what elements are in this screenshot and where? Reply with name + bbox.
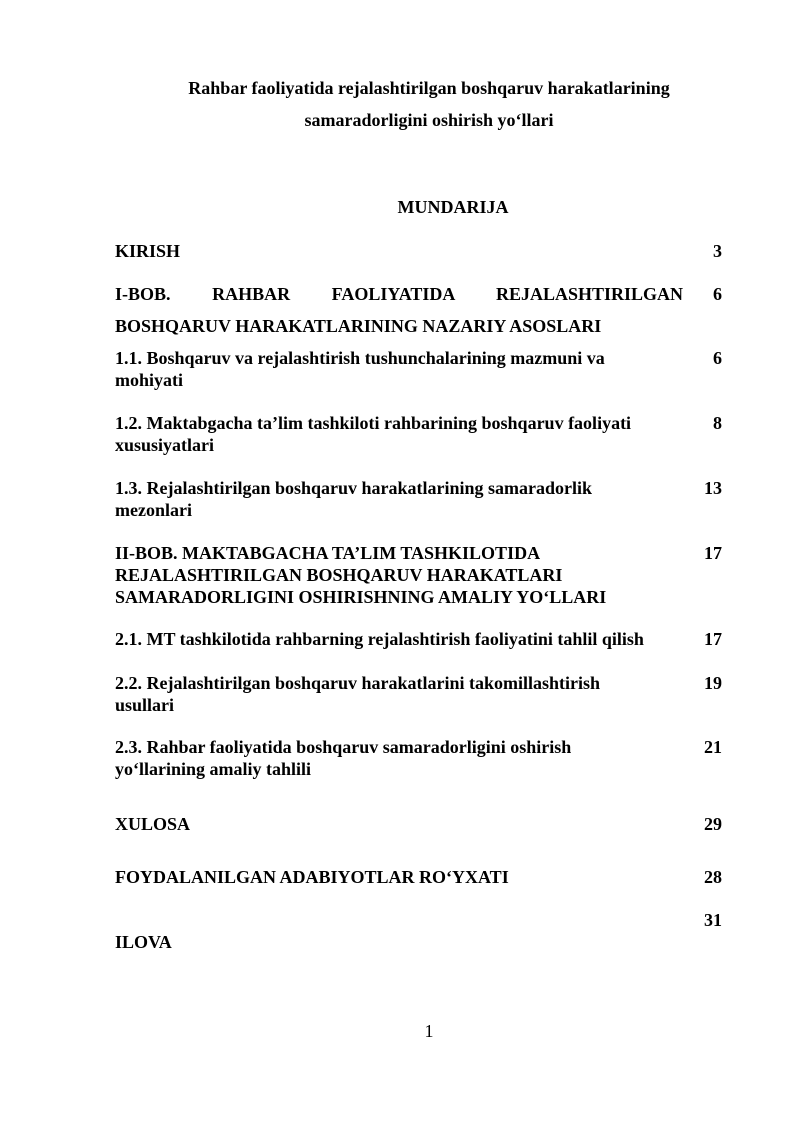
toc-entry-kirish-text: KIRISH <box>115 241 181 261</box>
toc-entry-adabiyotlar-page: 28 <box>704 867 722 887</box>
toc-entry-2-2-text: 2.2. Rejalashtirilgan boshqaruv harakatlarini takomillashtirish usullari <box>115 673 601 715</box>
page-number: 1 <box>424 1021 434 1041</box>
toc-entry-chapter2-page: 17 <box>704 543 722 563</box>
toc-entry-xulosa-text: XULOSA <box>115 814 191 834</box>
document-title-line-1: Rahbar faoliyatida rejalashtirilgan boshqaruv harakatlarining <box>188 78 670 98</box>
toc-entry-chapter1-text-cont: BOSHQARUV HARAKATLARINING NAZARIY ASOSLARI <box>115 316 602 336</box>
toc-heading: MUNDARIJA <box>397 197 509 217</box>
toc-entry-1-2-text: 1.2. Maktabgacha ta’lim tashkiloti rahbarining boshqaruv faoliyati xususiyatlari <box>115 413 632 455</box>
toc-entry-1-1-page: 6 <box>713 348 722 368</box>
toc-entry-kirish-page: 3 <box>713 241 722 261</box>
toc-entry-chapter1-page: 6 <box>713 284 722 304</box>
toc-entry-2-2-page: 19 <box>704 673 722 693</box>
toc-entry-1-2-page: 8 <box>713 413 722 433</box>
toc-entry-ilova-page: 31 <box>704 910 722 930</box>
toc-entry-chapter2-text: II-BOB. MAKTABGACHA TA’LIM TASHKILOTIDA REJALASHTIRILGAN BOSHQARUV HARAKATLARI SAMARADORLIGINI OSHIRISHNING AMALIY YO‘LLARI <box>115 543 607 607</box>
toc-entry-adabiyotlar-text: FOYDALANILGAN ADABIYOTLAR RO‘YXATI <box>115 867 509 887</box>
toc-entry-xulosa-page: 29 <box>704 814 722 834</box>
toc-entry-2-3-text: 2.3. Rahbar faoliyatida boshqaruv samaradorligini oshirish yo‘llarining amaliy tahlili <box>115 737 572 779</box>
toc-entry-2-3-page: 21 <box>704 737 722 757</box>
toc-entry-ilova-text: ILOVA <box>115 932 172 952</box>
toc-entry-1-1-text: 1.1. Boshqaruv va rejalashtirish tushunchalarining mazmuni va mohiyati <box>115 348 605 390</box>
toc-entry-chapter1-text: I-BOB. RAHBAR FAOLIYATIDA REJALASHTIRILGAN <box>115 284 683 304</box>
toc-entry-2-1-page: 17 <box>704 629 722 649</box>
toc-entry-2-1-text: 2.1. MT tashkilotida rahbarning rejalashtirish faoliyatini tahlil qilish <box>115 629 644 649</box>
document-title-line-2: samaradorligini oshirish yo‘llari <box>304 110 554 130</box>
toc-entry-1-3-text: 1.3. Rejalashtirilgan boshqaruv harakatlarining samaradorlik mezonlari <box>115 478 593 520</box>
toc-entry-1-3-page: 13 <box>704 478 722 498</box>
